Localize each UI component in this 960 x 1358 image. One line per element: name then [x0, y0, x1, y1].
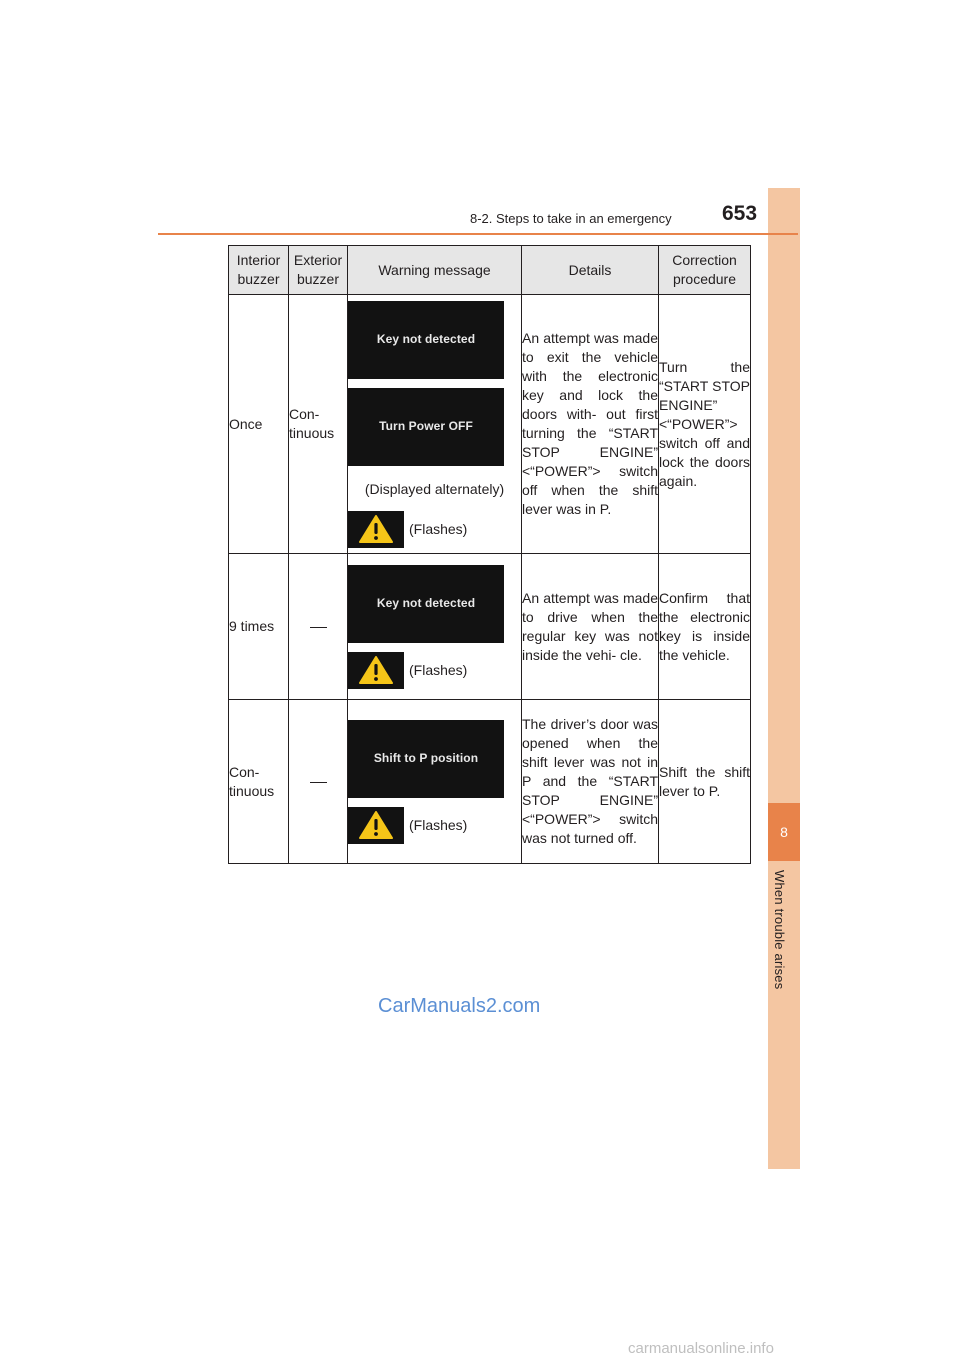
dash-mark: [310, 627, 327, 628]
dash-mark: [310, 782, 327, 783]
flash-label: (Flashes): [409, 816, 468, 833]
warning-message-cell: [348, 700, 522, 864]
display-screen: Key not detected: [348, 301, 504, 379]
interior-buzzer-cell: 9 times: [229, 554, 289, 700]
flash-label: (Flashes): [409, 520, 468, 537]
table-row: [229, 295, 751, 554]
warning-indicator: [348, 807, 521, 844]
section-title: 8-2. Steps to take in an emergency: [470, 211, 672, 226]
display-screen: Turn Power OFF: [348, 388, 504, 466]
header-correction-procedure: Correction procedure: [659, 246, 751, 295]
header-warning-message: Warning message: [348, 246, 522, 295]
warning-table: [228, 245, 751, 864]
exterior-buzzer-cell: Con- tinuous: [289, 295, 348, 554]
display-screen: Shift to P position: [348, 720, 504, 798]
correction-cell: Turn the “START STOP ENGINE” <“POWER”> switch off and lock the doors again.: [659, 295, 751, 554]
correction-cell: Confirm that the electronic key is inside the vehicle.: [659, 554, 751, 700]
chapter-label: When trouble arises: [772, 870, 787, 990]
display-screen: Key not detected: [348, 565, 504, 643]
details-cell: An attempt was made to drive when the regular key was not inside the vehi- cle.: [522, 554, 659, 700]
header-interior-buzzer: Interior buzzer: [229, 246, 289, 295]
footer-watermark: carmanualsonline.info: [628, 1340, 774, 1357]
interior-buzzer-cell: Once: [229, 295, 289, 554]
details-cell: An attempt was made to exit the vehicle with the electronic key and lock the doors with- out first turning the “START STOP ENGINE” <“POWER”> switch off when the shift lever was in P.: [522, 295, 659, 554]
header-exterior-buzzer: Exterior buzzer: [289, 246, 348, 295]
chapter-number-badge: [768, 803, 800, 861]
exterior-buzzer-cell: [289, 700, 348, 864]
details-cell: The driver’s door was opened when the shift lever was not in P and the “START STOP ENGINE” <“POWER”> switch was not turned off.: [522, 700, 659, 864]
exterior-buzzer-cell: [289, 554, 348, 700]
chapter-number: 8: [780, 824, 788, 840]
warning-indicator: [348, 511, 521, 548]
warning-triangle-icon: [348, 511, 404, 548]
warning-indicator: [348, 652, 521, 689]
table-row: [229, 700, 751, 864]
header-details: Details: [522, 246, 659, 295]
table-row: [229, 554, 751, 700]
interior-buzzer-cell: Con- tinuous: [229, 700, 289, 864]
correction-cell: Shift the shift lever to P.: [659, 700, 751, 864]
display-note: (Displayed alternately): [364, 480, 505, 497]
table-header-row: [229, 246, 751, 295]
flash-label: (Flashes): [409, 661, 468, 678]
header-rule: [158, 233, 798, 235]
warning-message-cell: [348, 295, 522, 554]
chapter-side-tab: [768, 188, 800, 1169]
watermark-link[interactable]: CarManuals2.com: [378, 995, 541, 1017]
warning-triangle-icon: [348, 652, 404, 689]
warning-triangle-icon: [348, 807, 404, 844]
warning-message-cell: [348, 554, 522, 700]
page-number: 653: [722, 202, 758, 225]
